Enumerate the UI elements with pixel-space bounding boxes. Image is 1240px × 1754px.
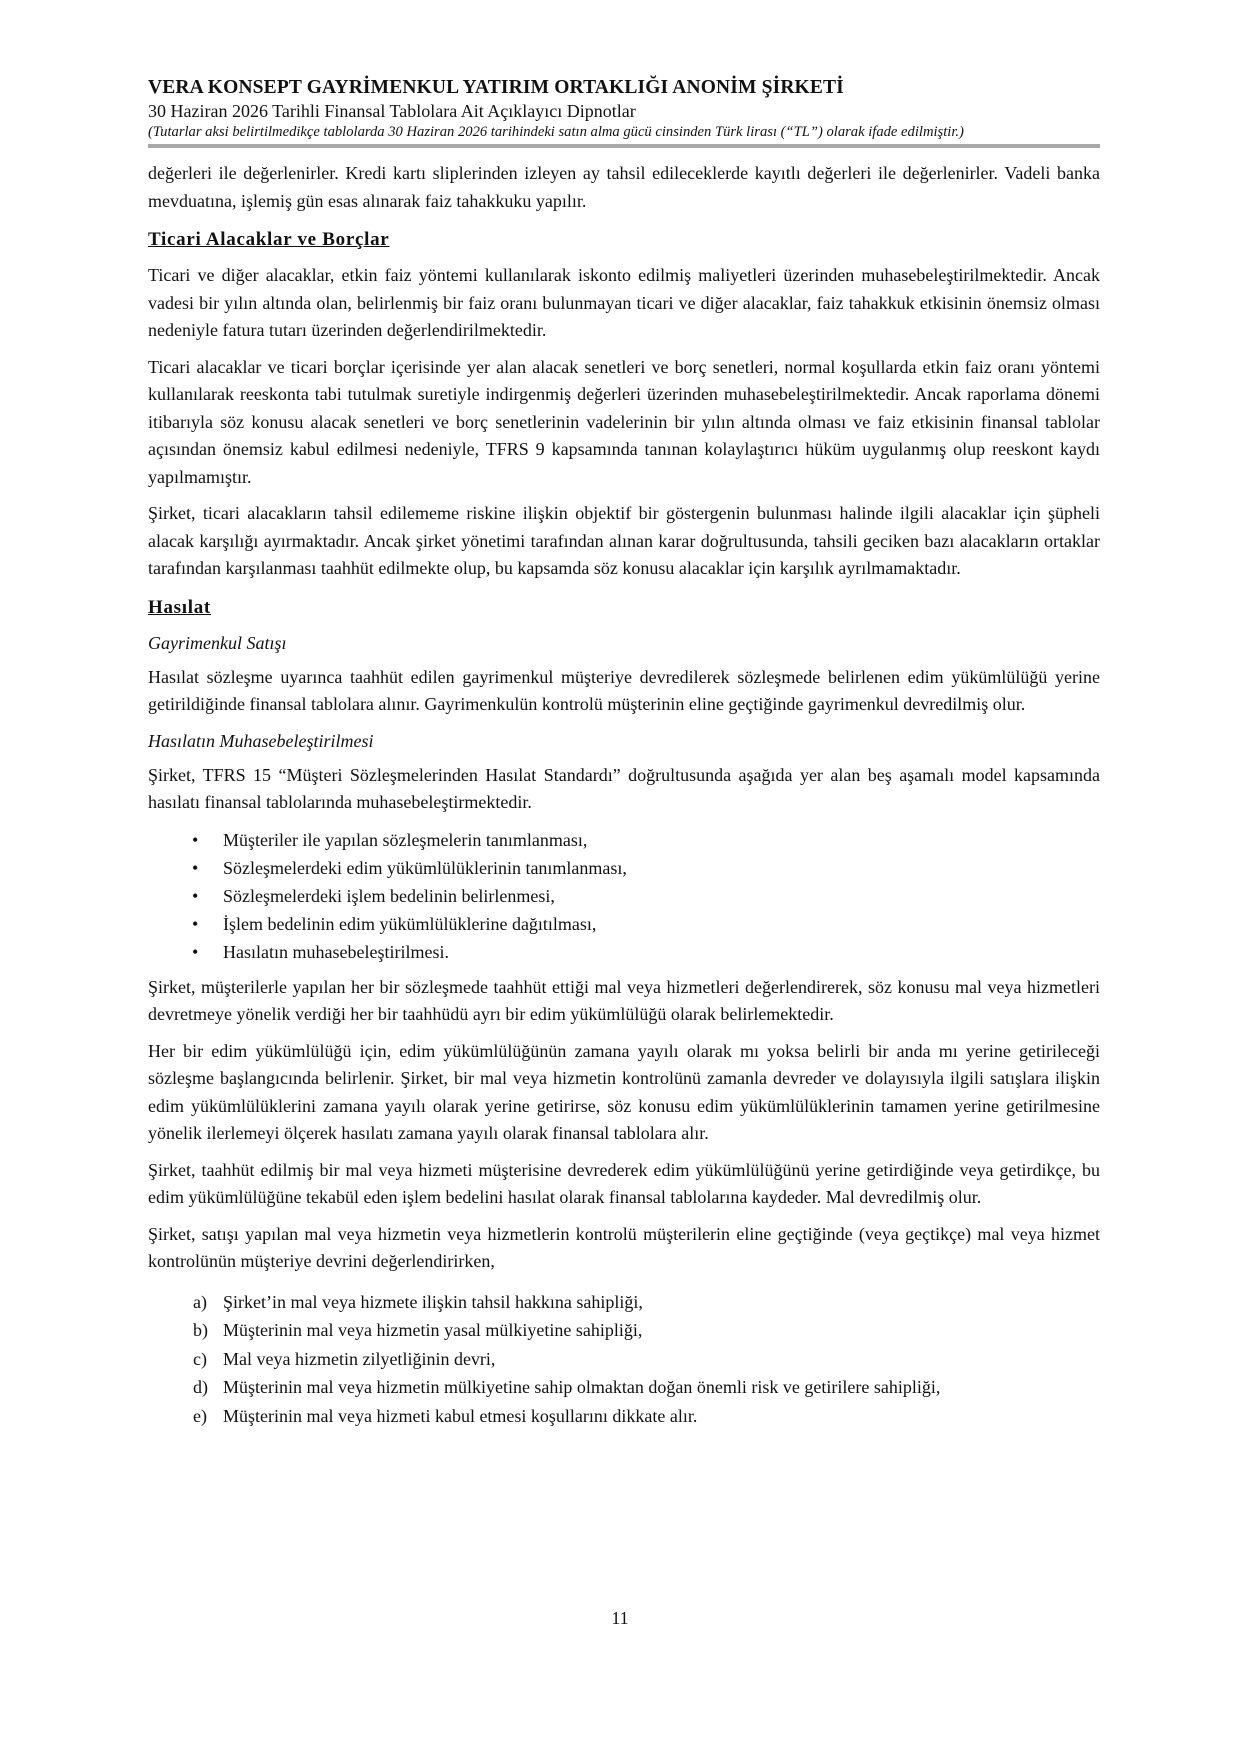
list-item: a) Şirket’in mal veya hizmete ilişkin tahsil hakkına sahipliği, bbox=[193, 1288, 1100, 1317]
bullet-icon: • bbox=[192, 857, 199, 878]
header-rule bbox=[148, 144, 1100, 148]
list-item: • Sözleşmelerdeki edim yükümlülüklerinin tanımlanması, bbox=[192, 854, 1100, 882]
list-marker: b) bbox=[193, 1320, 208, 1341]
currency-note: (Tutarlar aksi belirtilmedikçe tablolarda 30 Haziran 2026 tarihindeki satın alma gücü cinsinden Türk lirası (“TL”) olarak ifade edilmiştir.) bbox=[148, 124, 964, 140]
list-item: • Hasılatın muhasebeleştirilmesi. bbox=[192, 938, 1100, 966]
report-title: 30 Haziran 2026 Tarihli Finansal Tablolara Ait Açıklayıcı Dipnotlar bbox=[148, 101, 636, 121]
list-marker: e) bbox=[193, 1405, 207, 1426]
control-criteria-list bbox=[148, 1288, 1100, 1431]
hasilat-paragraph-2: Şirket, TFRS 15 “Müşteri Sözleşmelerinden Hasılat Standardı” doğrultusunda aşağıda yer alan beş aşamalı model kapsamında hasılatı finansal tablolarında muhasebeleştirmektedir. bbox=[148, 764, 1100, 812]
list-item: b) Müşterinin mal veya hizmetin yasal mülkiyetine sahipliği, bbox=[193, 1316, 1100, 1345]
hasilat-paragraph-5: Şirket, taahhüt edilmiş bir mal veya hizmeti müşterisine devrederek edim yükümlülüğünü yerine getirdiğinde veya getirdikçe, bu edim yükümlülüğüne tekabül eden işlem bedelini hasılat olarak finansal tablolarına kaydeder. Mal devredilmiş olur. bbox=[148, 1159, 1100, 1207]
list-item: • Sözleşmelerdeki işlem bedelinin belirlenmesi, bbox=[192, 882, 1100, 910]
list-item: • İşlem bedelinin edim yükümlülüklerine dağıtılması, bbox=[192, 910, 1100, 938]
list-marker: a) bbox=[193, 1291, 207, 1312]
section-heading-hasilat: Hasılat bbox=[148, 596, 211, 618]
hasilat-paragraph-3: Şirket, müşterilerle yapılan her bir sözleşmede taahhüt ettiği mal veya hizmetleri değerlendirerek, söz konusu mal veya hizmetleri devretmeye yönelik verdiği her bir taahhüdü ayrı bir edim yükümlülüğü olarak belirlemektedir. bbox=[148, 976, 1100, 1024]
five-step-list bbox=[148, 826, 1100, 966]
list-item: c) Mal veya hizmetin zilyetliğinin devri, bbox=[193, 1345, 1100, 1374]
intro-paragraph: değerleri ile değerlenirler. Kredi kartı sliplerinden izleyen ay tahsil edileceklerde kayıtlı değerleri ile değerlenirler. Vadeli banka mevduatına, işlemiş gün esas alınarak faiz tahakkuku yapılır. bbox=[148, 163, 1100, 211]
company-name: VERA KONSEPT GAYRİMENKUL YATIRIM ORTAKLIĞI ANONİM ŞİRKETİ bbox=[148, 77, 844, 98]
page-number: 11 bbox=[611, 1608, 629, 1628]
ticari-paragraph-1: Ticari ve diğer alacaklar, etkin faiz yöntemi kullanılarak iskonto edilmiş maliyetleri üzerinden muhasebeleştirilmektedir. Ancak vadesi bir yılın altında olan, belirlenmiş bir faiz oranı bulunmayan ticari ve diğer alacaklar, faiz tahakkuk etkisinin önemsiz olması nedeniyle fatura tutarı üzerinden değerlendirilmektedir. bbox=[148, 265, 1100, 340]
ticari-paragraph-2: Ticari alacaklar ve ticari borçlar içerisinde yer alan alacak senetleri ve borç senetleri, normal koşullarda etkin faiz oranı yöntemi kullanılarak reeskonta tabi tutulmak suretiyle indirgenmiş değerleri üzerinden muhasebeleştirilmektedir. Ancak raporlama dönemi itibarıyla söz konusu alacak senetleri ve borç senetlerinin vadelerinin bir yılın altında olması ve faiz etkisinin finansal tablolar açısından önemsiz kabul edilmesi nedeniyle, TFRS 9 kapsamında tanınan kolaylaştırıcı hüküm uygulanmış olup reeskont kaydı yapılmamıştır. bbox=[148, 356, 1100, 487]
subheading-hasilat-muhasebe: Hasılatın Muhasebeleştirilmesi bbox=[148, 730, 374, 751]
bullet-icon: • bbox=[192, 829, 199, 850]
bullet-icon: • bbox=[192, 913, 199, 934]
hasilat-paragraph-4: Her bir edim yükümlülüğü için, edim yükümlülüğünün zamana yayılı olarak mı yoksa belirli bir anda mı yerine getirileceği sözleşme başlangıcında belirlenir. Şirket, bir mal veya hizmetin kontrolünü zamanla devreder ve dolayısıyla ilgili satışlara ilişkin edim yükümlülüklerini zamana yayılı olarak yerine getirirse, söz konusu edim yükümlülüklerinin tamamen yerine getirilmesine yönelik ilerlemeyi ölçerek hasılatı zamana yayılı olarak finansal tablolara alır. bbox=[148, 1040, 1100, 1143]
section-heading-ticari: Ticari Alacaklar ve Borçlar bbox=[148, 229, 390, 250]
list-item: e) Müşterinin mal veya hizmeti kabul etmesi koşullarını dikkate alır. bbox=[193, 1402, 1100, 1431]
document-page bbox=[148, 76, 1100, 1430]
bullet-icon: • bbox=[192, 941, 199, 962]
list-marker: c) bbox=[193, 1348, 207, 1369]
list-marker: d) bbox=[193, 1377, 208, 1398]
subheading-gayrimenkul-satisi: Gayrimenkul Satışı bbox=[148, 632, 287, 653]
ticari-paragraph-3: Şirket, ticari alacakların tahsil edilememe riskine ilişkin objektif bir göstergenin bulunması halinde ilgili alacaklar için şüpheli alacak karşılığı ayırmaktadır. Ancak şirket yönetimi tarafından alınan karar doğrultusunda, tahsili geciken bazı alacakların ortaklar tarafından karşılanması taahhüt edilmekte olup, bu kapsamda söz konusu alacaklar için karşılık ayrılmamaktadır. bbox=[148, 503, 1100, 578]
bullet-icon: • bbox=[192, 885, 199, 906]
list-item: d) Müşterinin mal veya hizmetin mülkiyetine sahip olmaktan doğan önemli risk ve getirilere sahipliği, bbox=[193, 1373, 1100, 1402]
hasilat-paragraph-6: Şirket, satışı yapılan mal veya hizmetin veya hizmetlerin kontrolü müşterilerin eline geçtiğinde (veya geçtikçe) mal veya hizmet kontrolünün müşteriye devrini değerlendirirken, bbox=[148, 1223, 1100, 1271]
hasilat-paragraph-1: Hasılat sözleşme uyarınca taahhüt edilen gayrimenkul müşteriye devredilerek sözleşmede belirlenen edim yükümlülüğü yerine getirildiğinde finansal tablolara alınır. Gayrimenkulün kontrolü müşterinin eline geçtiğinde gayrimenkul devredilmiş olur. bbox=[148, 666, 1100, 714]
list-item: • Müşteriler ile yapılan sözleşmelerin tanımlanması, bbox=[192, 826, 1100, 854]
